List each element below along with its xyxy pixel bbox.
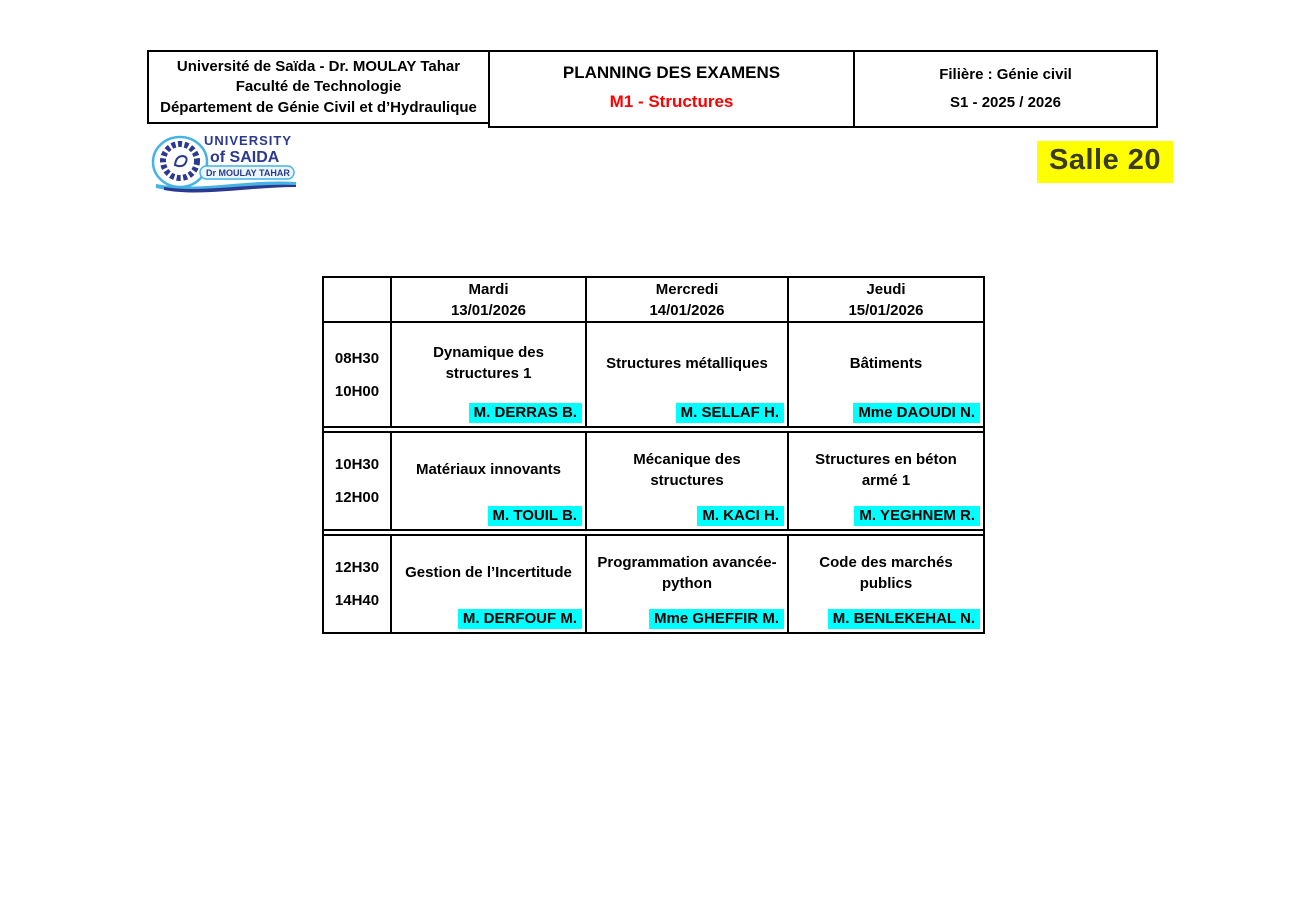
time-slot-label — [323, 535, 391, 633]
slot-start: 12H30 — [334, 559, 380, 576]
exam-cell — [788, 322, 984, 427]
slot-start: 10H30 — [334, 456, 380, 473]
exam-cell — [788, 432, 984, 530]
exam-teacher: M. SELLAF H. — [676, 403, 784, 423]
exam-teacher: Mme GHEFFIR M. — [649, 609, 784, 629]
exam-cell — [586, 535, 788, 633]
exam-teacher: M. YEGHNEM R. — [854, 506, 980, 526]
day-header-jeudi — [788, 277, 984, 322]
logo-text-dr-moulay-tahar: Dr MOULAY TAHAR — [206, 168, 290, 178]
exam-subject: Structures en béton armé 1 — [815, 450, 957, 489]
exam-subject: Programmation avancée-python — [597, 553, 777, 592]
slot-end: 14H40 — [334, 592, 380, 609]
time-slot-label — [323, 432, 391, 530]
corner-cell — [323, 277, 391, 322]
document-title: PLANNING DES EXAMENS — [562, 63, 781, 82]
logo-text-university: UNIVERSITY — [204, 133, 293, 148]
exam-cell — [788, 535, 984, 633]
exam-cell — [391, 322, 586, 427]
slot-end: 10H00 — [334, 382, 380, 400]
exam-teacher: M. KACI H. — [697, 506, 784, 526]
exam-subject: Matériaux innovants — [415, 461, 562, 478]
day-date: 15/01/2026 — [848, 301, 924, 319]
logo-text-of-saida: of SAIDA — [210, 149, 280, 166]
slot-row-3 — [323, 535, 984, 633]
exam-teacher: M. BENLEKEHAL N. — [828, 609, 980, 629]
slot-row-2 — [323, 432, 984, 530]
semester-label: S1 - 2025 / 2026 — [950, 94, 1061, 111]
filiere-label: Filière : Génie civil — [939, 66, 1072, 83]
exam-subject: Code des marchés publics — [819, 553, 953, 592]
slot-start: 08H30 — [334, 349, 380, 367]
university-name: Université de Saïda - Dr. MOULAY Tahar — [176, 57, 461, 75]
day-date: 13/01/2026 — [450, 301, 527, 319]
exam-cell — [586, 432, 788, 530]
exam-subject: Mécanique des structures — [633, 450, 741, 489]
day-name: Jeudi — [866, 280, 906, 298]
exam-subject: Structures métalliques — [606, 354, 768, 372]
exam-subject: Dynamique des structures 1 — [433, 344, 544, 382]
slot-row-1 — [323, 322, 984, 427]
day-header-mercredi — [586, 277, 788, 322]
exam-subject: Bâtiments — [849, 354, 923, 372]
exam-teacher: M. TOUIL B. — [488, 506, 582, 526]
day-header-mardi — [391, 277, 586, 322]
day-name: Mardi — [468, 280, 509, 298]
time-slot-label — [323, 322, 391, 427]
exam-cell — [391, 535, 586, 633]
day-date: 14/01/2026 — [649, 301, 725, 319]
department-name: Département de Génie Civil et d’Hydraulique — [160, 99, 477, 117]
exam-cell — [391, 432, 586, 530]
slot-end: 12H00 — [334, 489, 380, 506]
title-header-cell — [488, 50, 855, 128]
logo-emblem — [153, 137, 207, 187]
exam-teacher: M. DERFOUF M. — [458, 609, 582, 629]
exam-teacher: M. DERRAS B. — [469, 403, 582, 423]
exam-teacher: Mme DAOUDI N. — [853, 403, 980, 423]
exam-subject: Gestion de l’Incertitude — [405, 564, 572, 581]
exam-schedule-table — [322, 276, 985, 634]
university-logo — [150, 129, 298, 197]
room-badge: Salle 20 — [1037, 141, 1173, 183]
institution-header-cell — [147, 50, 490, 124]
day-header-row — [323, 277, 984, 322]
program-subtitle: M1 - Structures — [609, 92, 734, 111]
day-name: Mercredi — [655, 280, 719, 298]
faculty-name: Faculté de Technologie — [235, 78, 402, 96]
exam-cell — [586, 322, 788, 427]
filiere-header-cell — [853, 50, 1158, 128]
